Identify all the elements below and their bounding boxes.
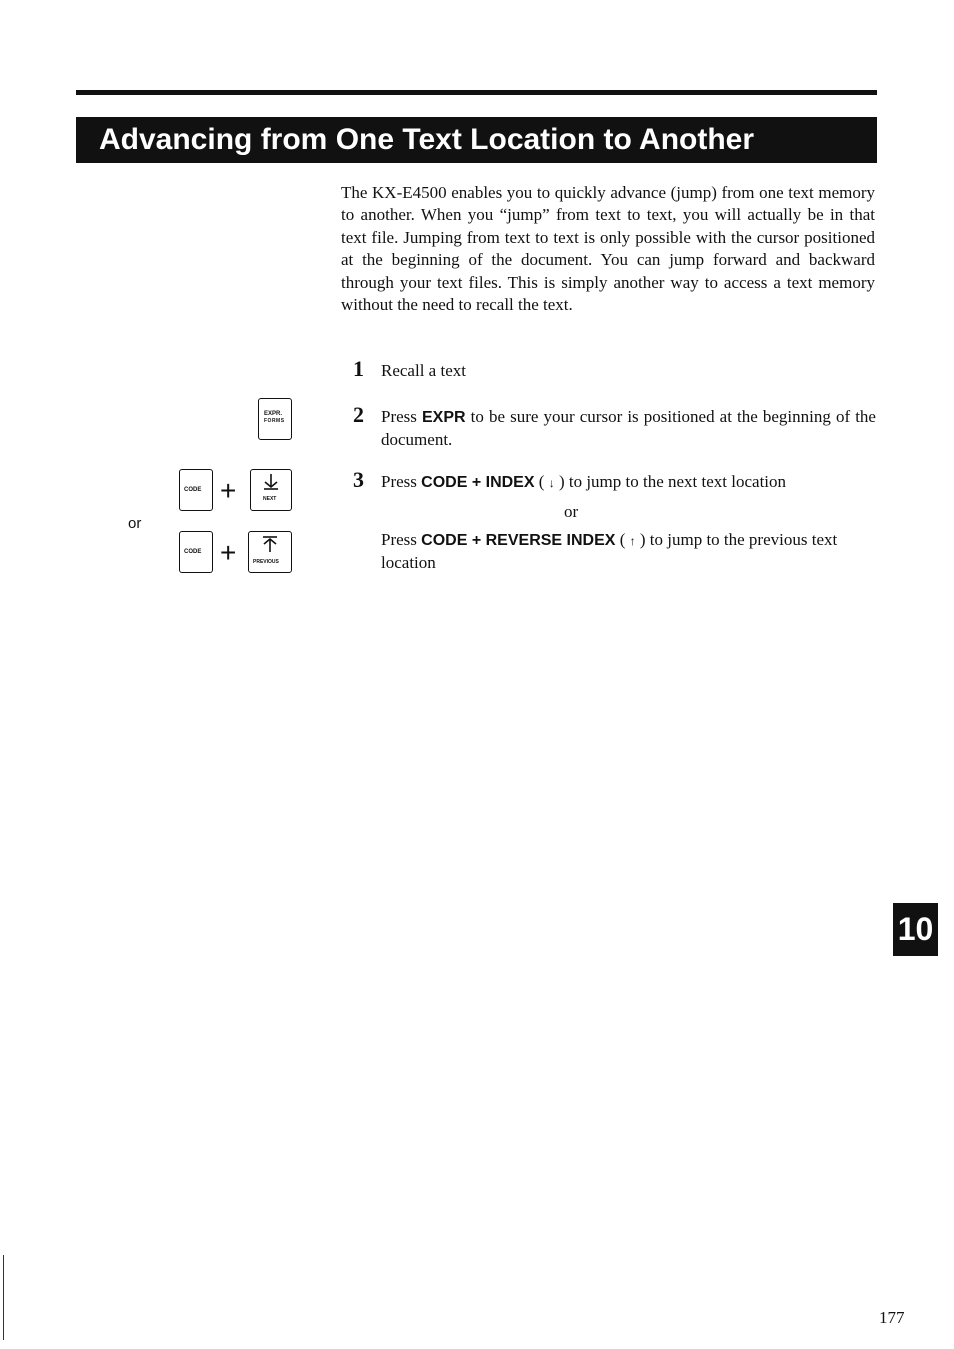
down-arrow-icon: ↓ [548, 476, 555, 490]
step-3-open: ( [534, 472, 549, 491]
step-1-number: 1 [353, 356, 364, 381]
code-reverse-index-keyword: CODE + REVERSE INDEX [421, 532, 616, 549]
step-3-text [381, 471, 876, 494]
step-3-alt-post: ) to jump to the previous text location [381, 530, 838, 572]
previous-key-icon [248, 531, 292, 573]
step-2-pre: Press [381, 407, 422, 426]
scan-edge-line [3, 1255, 4, 1340]
step-3-or: or [564, 502, 579, 521]
plus-sign-1: + [220, 475, 237, 506]
up-arrow-icon: ↑ [629, 534, 636, 548]
step-2-text [381, 406, 876, 451]
step-3-alt-open: ( [615, 530, 630, 549]
step-3-number: 3 [353, 467, 364, 492]
index-down-arrow-icon [261, 473, 281, 491]
previous-key-label: PREVIOUS [253, 559, 279, 565]
expr-key-icon [258, 398, 292, 440]
page-title: Advancing from One Text Location to Another [76, 117, 877, 163]
step-3-alt-text [381, 529, 881, 574]
code-key-icon [179, 469, 213, 511]
intro-paragraph: The KX-E4500 enables you to quickly advance (jump) from one text memory to another. When you “jump” from text to text, you will actually be in that text file. Jumping from text to text is only possible with the cursor positioned at the beginning of the document. You can jump forward and backward through your text files. This is simply another way to access a text memory without the need to recall the text. [341, 183, 875, 315]
reverse-index-up-arrow-icon [260, 535, 280, 553]
code-key-label: CODE [184, 487, 202, 493]
step-1-text: Recall a text [381, 361, 466, 380]
next-key-label: NEXT [263, 496, 277, 502]
expr-keyword: EXPR [421, 409, 466, 426]
plus-sign-2: + [220, 537, 237, 568]
step-3-post: ) to jump to the next text location [554, 472, 787, 491]
step-3-pre: Press [381, 472, 422, 491]
step-3-alt-pre: Press [381, 530, 422, 549]
step-2-number: 2 [353, 402, 364, 427]
code-key-label-2: CODE [184, 549, 202, 555]
next-key-icon [250, 469, 292, 511]
expr-key-bottom-label: FORMS [264, 418, 285, 424]
code-key-icon-2 [179, 531, 213, 573]
expr-key-top-label: EXPR. [264, 411, 283, 417]
or-label: or [128, 515, 142, 532]
page-number: 177 [879, 1308, 905, 1327]
chapter-tab: 10 [893, 903, 938, 956]
step-2-post: to be sure your cursor is positioned at the beginning of the document. [381, 407, 876, 449]
top-rule [76, 90, 877, 95]
code-index-keyword: CODE + INDEX [421, 474, 535, 491]
